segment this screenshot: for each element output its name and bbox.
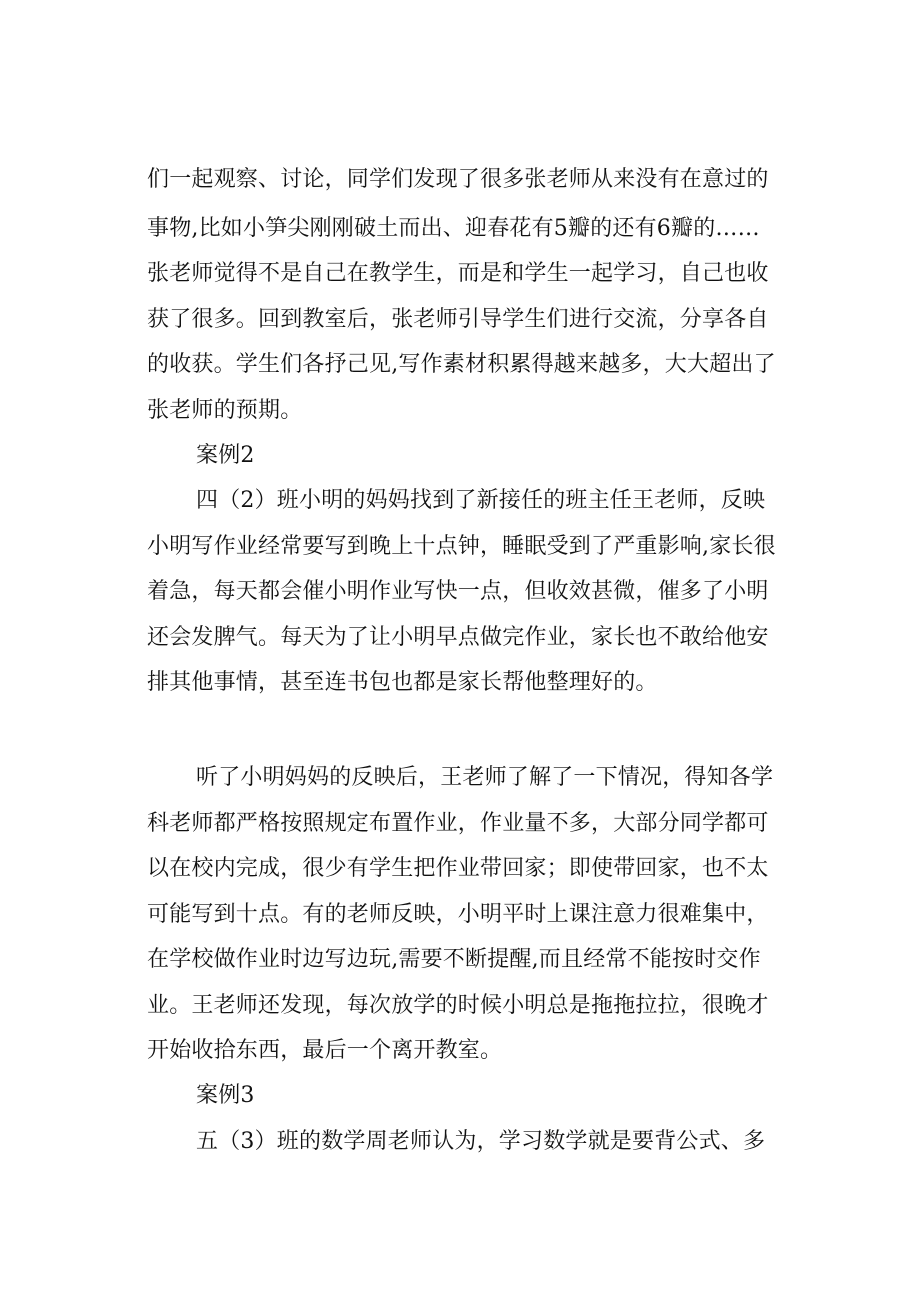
paragraph-3-line-3: 以在校内完成，很少有学生把作业带回家；即使带回家，也不太: [147, 856, 769, 881]
case-3-heading: 案例3: [196, 1083, 255, 1108]
paragraph-3-line-6: 业。王老师还发现，每次放学的时候小明总是拖拖拉拉，很晚才: [147, 993, 769, 1018]
paragraph-2-line-2: 小明写作业经常要写到晚上十点钟，睡眠受到了严重影响,家长很: [147, 534, 776, 559]
paragraph-2-line-3: 着急，每天都会催小明作业写快一点，但收效甚微，催多了小明: [147, 579, 769, 604]
paragraph-2-line-5: 排其他事情，甚至连书包也都是家长帮他整理好的。: [147, 670, 658, 695]
paragraph-3-line-1: 听了小明妈妈的反映后，王老师了解了一下情况，得知各学: [196, 765, 774, 790]
paragraph-1-line-2: 事物,比如小笋尖刚刚破土而出、迎春花有5瓣的还有6瓣的……: [147, 216, 760, 241]
case-2-heading: 案例2: [196, 443, 255, 468]
paragraph-2-line-4: 还会发脾气。每天为了让小明早点做完作业，家长也不敢给他安: [147, 625, 769, 650]
paragraph-3-line-5: 在学校做作业时边写边玩,需要不断提醒,而且经常不能按时交作: [147, 947, 761, 972]
paragraph-1-line-5: 的收获。学生们各抒己见,写作素材积累得越来越多，大大超出了: [147, 352, 776, 377]
paragraph-1-line-3: 张老师觉得不是自己在教学生，而是和学生一起学习，自己也收: [147, 261, 769, 286]
paragraph-3-line-4: 可能写到十点。有的老师反映，小明平时上课注意力很难集中，: [147, 902, 769, 927]
paragraph-1-line-4: 获了很多。回到教室后，张老师引导学生们进行交流，分享各自: [147, 307, 769, 332]
paragraph-2-line-1: 四（2）班小明的妈妈找到了新接任的班主任王老师，反映: [196, 488, 766, 513]
paragraph-1-line-6: 张老师的预期。: [147, 398, 303, 423]
paragraph-1-line-1: 们一起观察、讨论，同学们发现了很多张老师从来没有在意过的: [147, 167, 769, 192]
paragraph-4-line-1: 五（3）班的数学周老师认为，学习数学就是要背公式、多: [196, 1129, 766, 1154]
paragraph-3-line-2: 科老师都严格按照规定布置作业，作业量不多，大部分同学都可: [147, 811, 769, 836]
paragraph-3-line-7: 开始收拾东西，最后一个离开教室。: [147, 1038, 503, 1063]
